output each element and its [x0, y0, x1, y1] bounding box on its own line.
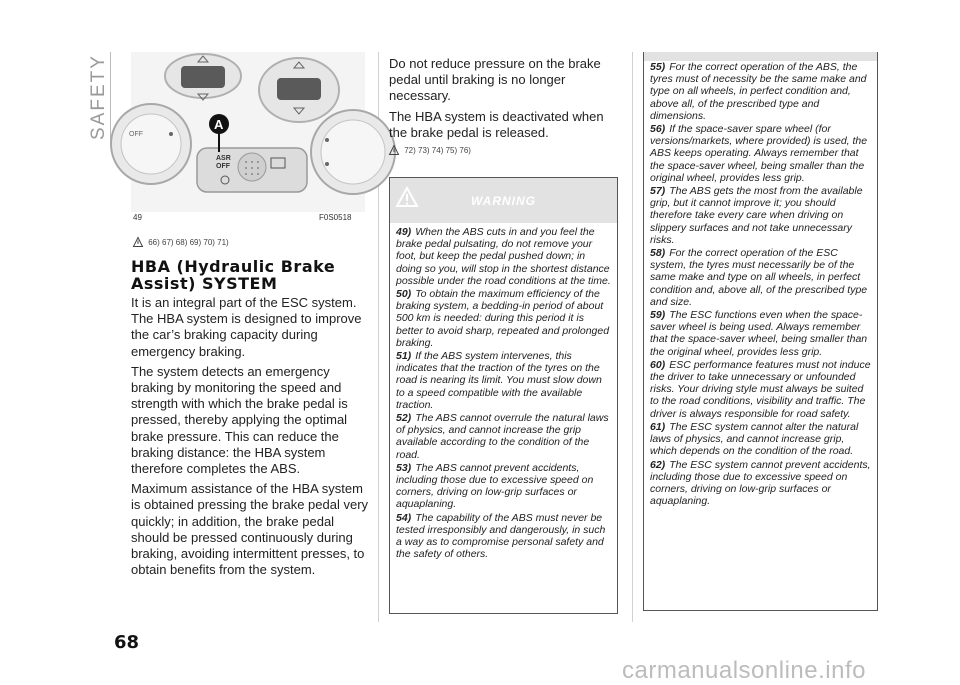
note-number: 52) [396, 412, 412, 425]
warning-notes [390, 223, 617, 560]
note [396, 412, 611, 461]
note [650, 61, 871, 122]
column-divider [632, 52, 633, 622]
paragraph: Maximum assistance of the HBA system is obtained pressing the brake pedal very quickly; in addition, the brake pedal should be pressed continuously during braking, avoiding intermittent presses, to obtain benefits from the system. [131, 481, 369, 578]
section-divider [110, 52, 111, 144]
note-number: 55) [650, 61, 666, 73]
left-body [131, 295, 371, 578]
note [396, 512, 611, 561]
warning-header [390, 178, 617, 223]
knob-off-label: OFF [129, 131, 143, 138]
dashboard-illustration [131, 52, 365, 212]
page-number: 68 [114, 632, 140, 653]
climate-panel-drawing [131, 52, 365, 212]
middle-refs-text: 72) 73) 74) 75) 76) [404, 146, 471, 155]
note-text: The ESC system cannot prevent accidents, including those due to excessive speed on corners, driving on low-grip surfaces or aquaplaning. [650, 458, 871, 508]
paragraph: The HBA system is deactivated when the brake pedal is released. [389, 108, 604, 140]
note-text: The ABS cannot overrule the natural laws of physics, and cannot increase the grip available according to the condition of the road. [396, 412, 609, 461]
note-text: For the correct operation of the ABS, the tyres must of necessity be the same make and type on all wheels, in perfect condition and, above all, of the prescribed type and dimensions. [650, 61, 867, 122]
svg-text:OFF: OFF [216, 163, 230, 170]
section-tab [84, 52, 112, 142]
middle-refs [389, 145, 471, 155]
note-text: ESC performance features must not induce the driver to take unnecessary or unfounded risks. Your driving style must always be suited to the road conditions, visibility and traffic. The driver is always responsible for road safety. [650, 358, 871, 420]
note-text: The capability of the ABS must never be tested irresponsibly and dangerously, in such a way as to compromise personal safety and the safety of others. [396, 511, 606, 561]
note-number: 54) [396, 511, 412, 524]
note-number: 57) [650, 185, 666, 198]
figure-refs [133, 237, 229, 247]
note-text: The ABS gets the most from the available grip, but it cannot improve it; you should therefore take every care when driving on slippery surfaces and not take unnecessary risks. [650, 185, 863, 246]
note-number: 60) [650, 358, 666, 371]
middle-body [389, 56, 617, 145]
figure-refs-text: 66) 67) 68) 69) 70) 71) [148, 238, 229, 247]
figure-number: 49 [133, 213, 142, 222]
right-warning-box [643, 52, 878, 611]
note [650, 309, 871, 358]
note-number: 51) [396, 350, 412, 363]
warning-label: WARNING [471, 194, 536, 208]
section-tab-label: SAFETY [88, 54, 109, 140]
note-number: 62) [650, 458, 666, 471]
note-number: 58) [650, 247, 666, 260]
note-text: When the ABS cuts in and you feel the brake pedal pulsating, do not remove your foot, but keep the pedal pushed down; in doing so you, will stop in the shortest distance possible under the road conditions at the time. [396, 226, 611, 287]
note-number: 56) [650, 123, 666, 136]
right-box-header [644, 52, 877, 61]
section-heading: HBA (Hydraulic Brake Assist) SYSTEM [131, 257, 336, 293]
note-text: If the space-saver spare wheel (for versions/markets, where provided) is used, the ABS keeps operating. Always remember that the space-saver wheel, being smaller than the original wheel, provides less grip. [650, 123, 868, 184]
note-number: 50) [396, 288, 412, 301]
warning-triangle-icon [133, 237, 143, 247]
paragraph: The system detects an emergency braking by monitoring the speed and strength with which the brake pedal is pressed, thereby applying the optimal brake pressure. This can reduce the braking distance: the HBA system therefore completes the ABS. [131, 363, 348, 477]
svg-text:ASR: ASR [216, 155, 231, 162]
note-number: 49) [396, 226, 412, 238]
note-text: To obtain the maximum efficiency of the braking system, a bedding-in period of about 500 km is needed: during this period it is better to avoid sharp, repeated and prolonged braking. [396, 288, 610, 349]
note-text: For the correct operation of the ESC system, the tyres must necessarily be of the same make and type on all wheels, in perfect condition and, above all, of the prescribed type and size. [650, 247, 868, 308]
warning-box [389, 177, 618, 614]
note-number: 53) [396, 461, 412, 474]
note [396, 288, 611, 349]
note [650, 247, 871, 308]
note-text: The ABS cannot prevent accidents, including those due to excessive speed on corners, driving on low-grip surfaces or aquaplaning. [396, 461, 594, 511]
note-text: The ESC system cannot alter the natural laws of physics, and cannot increase grip, which depends on the condition of the road. [650, 420, 859, 458]
right-notes [644, 61, 877, 507]
paragraph: It is an integral part of the ESC system. The HBA system is designed to improve the car’s braking capacity during emergency braking. [131, 295, 362, 359]
note [396, 226, 611, 287]
note [650, 185, 871, 246]
note [650, 123, 871, 184]
paragraph: Do not reduce pressure on the brake pedal until braking is no longer necessary. [389, 56, 601, 104]
left-column [131, 258, 371, 582]
note-number: 59) [650, 309, 666, 322]
note [650, 359, 871, 420]
note-text: If the ABS system intervenes, this indicates that the traction of the tyres on the road is nearing its limit. You must slow down to a speed compatible with the available traction. [396, 350, 602, 411]
callout-a: A [214, 117, 224, 132]
note [396, 350, 611, 411]
note [396, 462, 611, 511]
note [650, 459, 871, 508]
watermark[interactable]: carmanualsonline.info [622, 657, 866, 684]
note-number: 61) [650, 420, 666, 433]
warning-triangle-icon [389, 145, 399, 155]
note-text: The ESC functions even when the space-saver wheel is being used. Always remember that the space-saver wheel, being smaller than the original wheel, provides less grip. [650, 309, 868, 358]
figure-code: F0S0518 [319, 213, 352, 222]
note [650, 421, 871, 458]
